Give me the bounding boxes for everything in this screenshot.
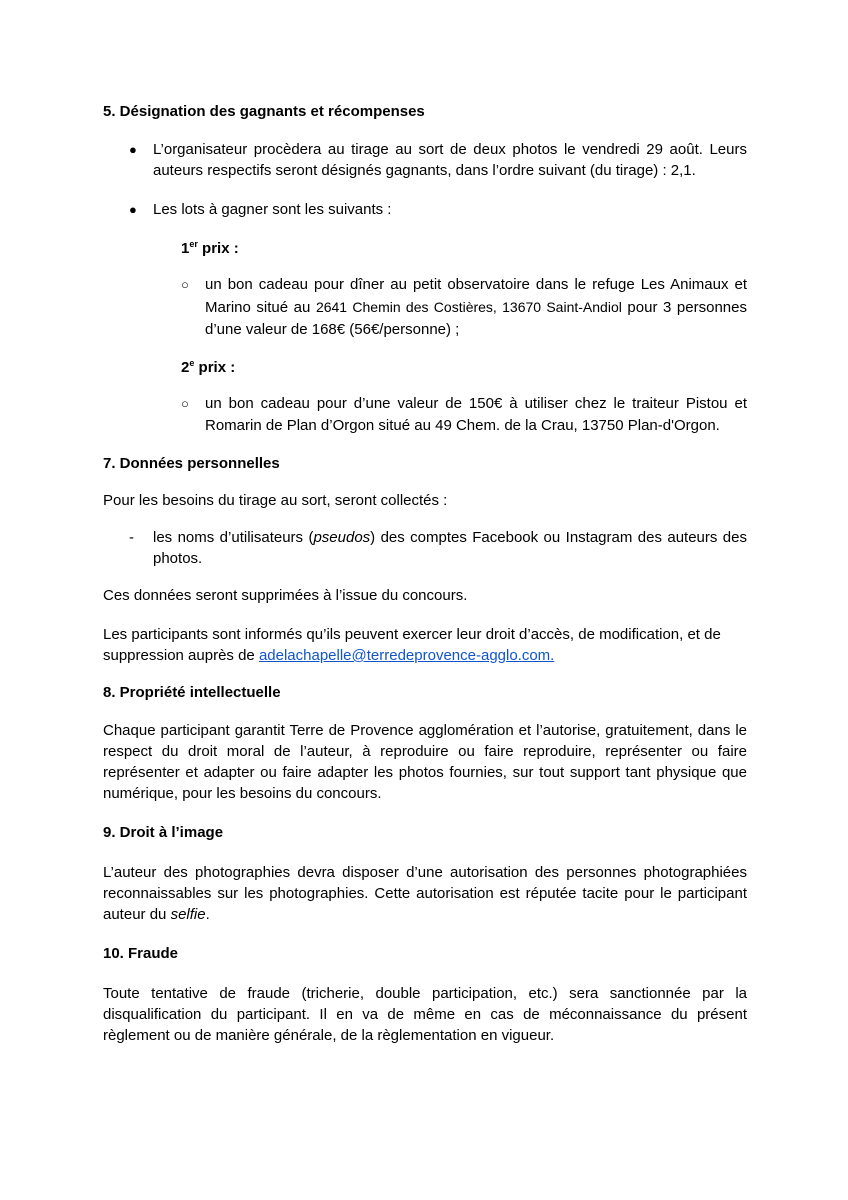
rights-text: Les participants sont informés qu’ils peuvent exercer leur droit d’accès, de modification, et de suppression auprès de adelachapelle@terredeprovence-agglo.com. (103, 626, 721, 664)
document-page (103, 101, 747, 1046)
circle-mark: ○ (181, 396, 189, 411)
section-8-text: Chaque participant garantit Terre de Provence agglomération et l’autorise, gratuitement, dans le respect du droit moral de l’auteur, à reproduire ou faire reproduire, représenter ou faire représenter et adapter ou faire adapter les photos fournies, sur tout support tant physique que numérique, pour les besoins du concours. (103, 722, 747, 802)
section-8-title: 8. Propriété intellectuelle (103, 684, 281, 701)
bullet-item (103, 139, 747, 181)
data-intro: Pour les besoins du tirage au sort, seront collectés : (103, 492, 448, 509)
second-prize-heading: 2e prix : (181, 358, 236, 376)
contact-email-link[interactable]: adelachapelle@terredeprovence-agglo.com. (258, 647, 555, 664)
dash-mark: - (129, 529, 134, 546)
section-10-text: Toute tentative de fraude (tricherie, double participation, etc.) sera sanctionnée par la disqualification du participant. Il en va de même en cas de méconnaissance du présent règlement ou de manière générale, de la règlementation en vigueur. (103, 985, 747, 1044)
first-prize-heading: 1er prix : (181, 239, 239, 257)
bullet-item (103, 199, 747, 220)
first-prize-item: ○ un bon cadeau pour dîner au petit observatoire dans le refuge Les Animaux et Marino situé au 2641 Chemin des Costières, 13670 Saint-Andiol pour 3 personnes d’une valeur de 168€ (56€/personne) ; (181, 276, 747, 338)
bullet-mark: ● (129, 202, 137, 217)
data-deletion-text: Ces données seront supprimées à l’issue du concours. (103, 587, 468, 604)
section-9-title: 9. Droit à l’image (103, 824, 224, 841)
dash-item: - les noms d’utilisateurs (pseudos) des comptes Facebook ou Instagram des auteurs des photos. (129, 529, 747, 567)
section-5-title: 5. Désignation des gagnants et récompenses (103, 103, 425, 120)
second-prize-item: ○ un bon cadeau pour d’une valeur de 150€ à utiliser chez le traiteur Pistou et Romarin de Plan d’Orgon situé au 49 Chem. de la Crau, 13750 Plan-d'Orgon. (181, 395, 747, 434)
section-7-title: 7. Données personnelles (103, 455, 280, 472)
draw-description: L’organisateur procèdera au tirage au sort de deux photos le vendredi 29 août. Leurs auteurs respectifs seront désignés gagnants, dans l’ordre suivant (du tirage) : 2,1. (153, 141, 747, 179)
section-10-title: 10. Fraude (103, 945, 179, 962)
prizes-intro: Les lots à gagner sont les suivants : (153, 201, 392, 218)
first-prize-address: 2641 Chemin des Costières, 13670 Saint-Andiol (315, 299, 622, 315)
section-9-text: L’auteur des photographies devra disposer d’une autorisation des personnes photographiées reconnaissables sur les photographies. Cette autorisation est réputée tacite pour le participant auteur du selfie. (103, 864, 747, 923)
bullet-mark: ● (129, 142, 137, 157)
circle-mark: ○ (181, 277, 189, 292)
